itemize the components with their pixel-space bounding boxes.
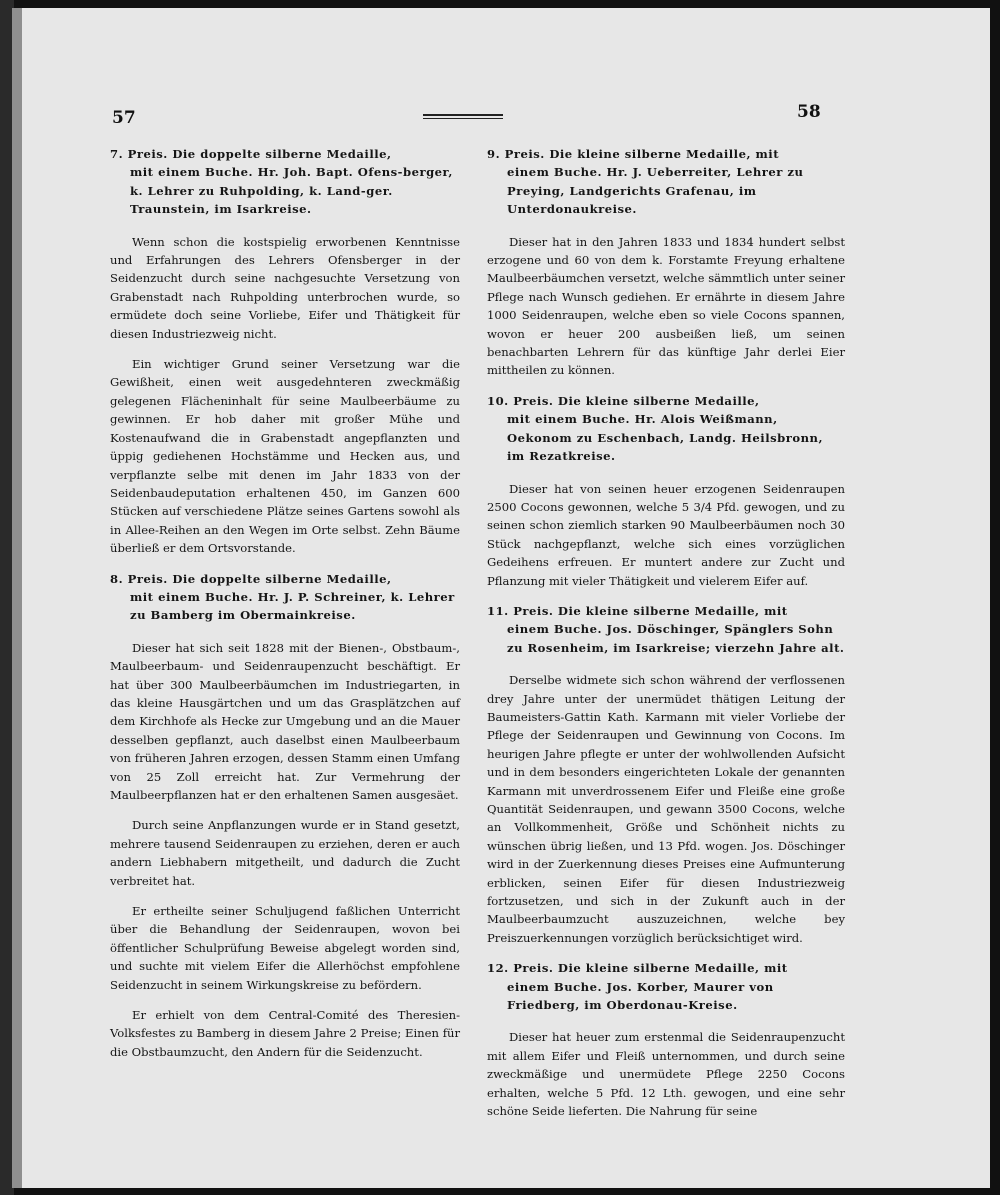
prize-heading-line: 8. Preis. Die doppelte silberne Medaille,	[110, 571, 392, 586]
prize-heading-10	[487, 392, 845, 466]
header-rule	[423, 114, 503, 119]
paragraph: Durch seine Anpflanzungen wurde er in Stand gesetzt, mehrere tausend Seidenraupen zu erziehen, deren er auch andern Liebhabern mitgetheilt, und dadurch die Zucht verbreitet hat.	[110, 818, 460, 888]
paragraph: Dieser hat heuer zum erstenmal die Seidenraupenzucht mit allem Eifer und Fleiß unternommen, und durch seine zweckmäßige und unermüdete Pflege 2250 Cocons erhalten, welche 5 Pfd. 12 Lth. gewogen, und eine sehr schöne Seide lieferten. Die Nahrung für seine	[487, 1030, 845, 1119]
prize-heading-details: mit einem Buche. Hr. Joh. Bapt. Ofens-berger, k. Lehrer zu Ruhpolding, k. Land-ger. Traunstein, im Isarkreise.	[130, 165, 453, 217]
prize-heading-line: 11. Preis. Die kleine silberne Medaille, mit	[487, 603, 788, 618]
prize-heading-8	[110, 570, 460, 625]
prize-heading-details: mit einem Buche. Hr. J. P. Schreiner, k. Lehrer zu Bamberg im Obermainkreise.	[130, 589, 455, 623]
right-page-number: 58	[797, 102, 821, 122]
prize-heading-9	[487, 145, 845, 219]
right-text-column	[487, 145, 845, 1133]
paragraph: Dieser hat von seinen heuer erzogenen Seidenraupen 2500 Cocons gewonnen, welche 5 3/4 Pfd. gewogen, und zu seinen schon ziemlich starken 90 Maulbeerbäumen noch 30 Stück nachgepflanzt, welche sich eines vorzüglichen Gedeihens erfreuen. Er muntert andere zur Zucht und Pflanzung mit vieler Thätigkeit und vielerem Eifer auf.	[487, 481, 845, 588]
prize-heading-11	[487, 602, 845, 657]
paragraph: Er erhielt von dem Central-Comité des Theresien-Volksfestes zu Bamberg in diesem Jahre 2 Preise; Einen für die Obstbaumzucht, den Andern für die Seidenzucht.	[110, 1008, 460, 1059]
prize-heading-details: mit einem Buche. Hr. Alois Weißmann, Oekonom zu Eschenbach, Landg. Heilsbronn, im Rezatkreise.	[507, 412, 823, 464]
prize-heading-7	[110, 145, 460, 219]
paragraph: Ein wichtiger Grund seiner Versetzung war die Gewißheit, einen weit ausgedehnteren zweckmäßig gelegenen Flächeninhalt für seine Maulbeerbäume zu gewinnen. Er hob daher mit großer Mühe und Kostenaufwand die in Grabenstadt angepflanzten und üppig gediehenen Hochstämme und Hecken aus, und verpflanzte selbe mit denen im Jahr 1833 von der Seidenbaudeputation erhaltenen 450, im Ganzen 600 Stücken auf verschiedene Plätze seines Gartens sowohl als in Allee-Reihen an den Wegen im Orte selbst. Zehn Bäume überließ er dem Ortsvorstande.	[110, 357, 460, 556]
prize-heading-details: einem Buche. Jos. Döschinger, Spänglers Sohn zu Rosenheim, im Isarkreise; vierzehn Jahre alt.	[507, 622, 845, 655]
left-text-column	[110, 145, 460, 1073]
left-page-number: 57	[112, 108, 136, 128]
prize-heading-line: 7. Preis. Die doppelte silberne Medaille,	[110, 147, 392, 161]
prize-heading-line: 9. Preis. Die kleine silberne Medaille, mit	[487, 147, 780, 161]
paragraph: Er ertheilte seiner Schuljugend faßlichen Unterricht über die Behandlung der Seidenraupen, wovon bei öffentlicher Schulprüfung Beweise abgelegt worden sind, und suchte mit vielem Eifer die Allerhöchst empfohlene Seidenzucht in seinem Wirkungskreise zu befördern.	[110, 904, 460, 992]
prize-heading-line: 10. Preis. Die kleine silberne Medaille,	[487, 393, 760, 408]
paragraph: Wenn schon die kostspielig erworbenen Kenntnisse und Erfahrungen des Lehrers Ofensberger in der Seidenzucht durch seine nachgesuchte Versetzung von Grabenstadt nach Ruhpolding unterbrochen wurde, so ermüdete doch seine Vorliebe, Eifer und Thätigkeit für diesen Industriezweig nicht.	[110, 234, 460, 341]
prize-heading-12	[487, 959, 845, 1014]
paragraph: Dieser hat sich seit 1828 mit der Bienen-, Obstbaum-, Maulbeerbaum- und Seidenraupenzucht beschäftigt. Er hat über 300 Maulbeerbäumchen im Industriegarten, in das kleine Hausgärtchen und um das Grasplätzchen auf dem Kirchhofe als Hecke zur Umgebung und an die Mauer desselben gepflanzt, auch daselbst einen Maulbeerbaum von früheren Jahren erzogen, dessen Stamm einen Umfang von 25 Zoll erreicht hat. Zur Vermehrung der Maulbeerpflanzen hat er den erhaltenen Samen ausgesäet.	[110, 640, 460, 802]
prize-heading-line: 12. Preis. Die kleine silberne Medaille, mit	[487, 961, 788, 976]
paragraph: Derselbe widmete sich schon während der verflossenen drey Jahre unter der unermüdet thätigen Leitung der Baumeisters-Gattin Kath. Karmann mit vieler Vorliebe der Pflege der Seidenraupen und Gewinnung von Cocons. Im heurigen Jahre pflegte er unter der wohlwollenden Aufsicht und in dem besonders eingerichteten Lokale der genannten Karmann mit unverdrossenem Eifer und Fleiße eine große Quantität Seidenraupen, und gewann 3500 Cocons, welche an Vollkommenheit, Größe und Schönheit nichts zu wünschen übrig ließen, und 13 Pfd. wogen. Jos. Döschinger wird in der Zuerkennung dieses Preises eine Aufmunterung erblicken, seinen Eifer für diesen Industriezweig fortzusetzen, und sich in der Zukunft auch in der Maulbeerbaumzucht auszuzeichnen, welche bey Preiszuerkennungen vorzüglich berücksichtiget wird.	[487, 673, 845, 945]
prize-heading-details: einem Buche. Hr. J. Ueberreiter, Lehrer zu Preying, Landgerichts Grafenau, im Unterdonaukreise.	[507, 165, 804, 217]
prize-heading-details: einem Buche. Jos. Korber, Maurer von Friedberg, im Oberdonau-Kreise.	[507, 979, 774, 1013]
paragraph: Dieser hat in den Jahren 1833 und 1834 hundert selbst erzogene und 60 von dem k. Forstamte Freyung erhaltene Maulbeerbäumchen versetzt, welche sämmtlich unter seiner Pflege nach Wunsch gediehen. Er ernährte in diesem Jahre 1000 Seidenraupen, welche eben so viele Cocons spannen, wovon er heuer 200 ausbeißen ließ, um seinen benachbarten Lehrern für das künftige Jahr derlei Eier mittheilen zu können.	[487, 234, 845, 378]
